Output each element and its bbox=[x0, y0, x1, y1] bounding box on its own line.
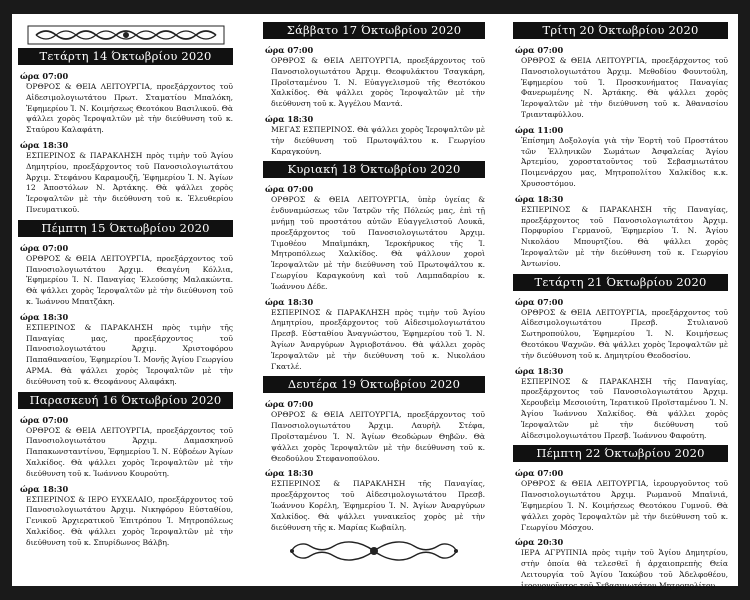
service-time: ώρα 18:30 bbox=[265, 113, 314, 124]
service-entry bbox=[18, 312, 233, 388]
service-entry bbox=[513, 297, 728, 362]
service-description: ΟΡΘΡΟΣ & ΘΕΙΑ ΛΕΙΤΟΥΡΓΙΑ, προεξάρχοντος τοῦ Πανοσιολογιωτάτου Ἀρχιμ. Θεαγένη Κόλλια, Ἐφημερίου Ἰ. Ν. Παναγίας Ἐλεούσης Μαλακώντα. Θὰ ψάλλει χορὸς Ἱεροψαλτῶν μὲ τὴν διεύθυνση τοῦ κ. Ἰωάννου Μπατζάκη. bbox=[26, 253, 233, 306]
day-header: Κυριακή 18 Όκτωβρίου 2020 bbox=[263, 161, 485, 178]
service-entry bbox=[263, 114, 485, 157]
service-description: ΕΣΠΕΡΙΝΟΣ & ΠΑΡΑΚΛΗΣΗ πρὸς τιμὴν τοῦ Ἁγίου Δημητρίου, προεξάρχοντος τοῦ Αἰδεσιμολογιωτάτου Πρεσβ. Εὐσταθίου Ἀναγνώστου, Ἐφημερίου τοῦ Ἰ. Ν. Ἁγίων Ἀναργύρων Ἀγριοβοτάνου. Θὰ ψάλλει χορὸς Ἱεροψαλτῶν μὲ τὴν διεύθυνση τοῦ κ. Νικολάου Γκατλέ. bbox=[271, 307, 485, 371]
schedule-column-2 bbox=[263, 22, 485, 582]
schedule-column-1 bbox=[18, 22, 233, 582]
service-description: Ἐπίσημη Δοξολογία γιὰ τὴν Ἑορτὴ τοῦ Προστάτου τῶν Ἑλληνικῶν Σωμάτων Ἀσφαλείας Ἁγίου Ἀρτεμίου, χοροστατοῦντος τοῦ Σεβασμιωτάτου Ποιμενάρχου μας, Μητροπολίτου Χαλκίδος κ.κ. Χρυσοστόμου. bbox=[521, 135, 728, 188]
service-entry bbox=[18, 243, 233, 308]
day-header: Πέμπτη 22 Όκτωβρίου 2020 bbox=[513, 445, 728, 462]
service-description: ΕΣΠΕΡΙΝΟΣ & ΙΕΡΟ ΕΥΧΕΛΑΙΟ, προεξάρχοντος τοῦ Πανοσιολογιωτάτου Ἀρχιμ. Νικηφόρου Εὐσταθίου, Γενικοῦ Ἀρχιερατικοῦ Ἐπιτρόπου Ἰ. Μητροπόλεως Χαλκίδος. Θὰ ψάλλει χορὸς Ἱεροψαλτῶν μὲ τὴν διεύθυνση τοῦ κ. Σπυρίδωνος Βάλβη. bbox=[26, 494, 233, 547]
service-time: ώρα 07:00 bbox=[265, 45, 314, 55]
service-entry bbox=[513, 125, 728, 190]
day-block bbox=[263, 376, 485, 533]
day-block bbox=[18, 48, 233, 216]
day-block bbox=[513, 445, 728, 591]
service-description: ΕΣΠΕΡΙΝΟΣ & ΠΑΡΑΚΛΗΣΗ πρὸς τιμὴν τῆς Παναγίας μας, προεξάρχοντος τοῦ Πανοσιολογιωτάτου Ἀρχιμ. Χριστοφόρου Παπαθανασίου, Ἐφημερίου Ἰ. Μονῆς Ἁγίου Γεωργίου ΑΡΜΑ. Θὰ ψάλλει χορὸς Ἱεροψαλτῶν μὲ τὴν διεύθυνση τοῦ κ. Θεοφάνους Αλαφάκη. bbox=[26, 322, 233, 386]
page-border-top bbox=[0, 0, 750, 14]
service-description: ΟΡΘΡΟΣ & ΘΕΙΑ ΛΕΙΤΟΥΡΓΙΑ, ἱερουργοῦντος τοῦ Πανοσιολογιωτάτου Ἀρχιμ. Ρωμανοῦ Μπαϊνιά, Ἐφημερίου Ἰ. Ν. Κοιμήσεως Θεοτόκου Γυμνοῦ. Θὰ ψάλλει χορὸς Ἱεροψαλτῶν μὲ τὴν διεύθυνση τοῦ κ. Γεωργίου Μόσχου. bbox=[521, 479, 728, 532]
service-description: ΕΣΠΕΡΙΝΟΣ & ΠΑΡΑΚΛΗΣΗ τῆς Παναγίας, προεξάρχοντος τοῦ Πανοσιολογιωτάτου Ἀρχιμ. Χερουβεὶμ Μεσοιούτη, Ἱερατικοῦ Προϊσταμένου Ἰ. Ν. Ἁγίου Ἰωάννου Χαλκίδος. Θὰ ψάλλει χορὸς Ἱεροψαλτῶν μὲ τὴν διεύθυνση τοῦ Αἰδεσιμολογιωτάτου Πρεσβ. Ἰωάννου Φαφούτη. bbox=[521, 376, 728, 440]
service-description: ΟΡΘΡΟΣ & ΘΕΙΑ ΛΕΙΤΟΥΡΓΙΑ, προεξάρχοντος τοῦ Πανοσιολογιωτάτου Ἀρχιμ. Λαυρὴλ Στέφα, Προϊσταμένου Ἰ. Ν. Ἁγίων Θεοδώρων Θηβῶν. Θὰ ψάλλει χορὸς Ἱεροψαλτῶν μὲ τὴν διεύθυνση τοῦ κ. Θεοδούλου Στεφανοπούλου. bbox=[271, 410, 485, 463]
service-time: ώρα 18:30 bbox=[20, 139, 69, 150]
day-header: Πέμπτη 15 Όκτωβρίου 2020 bbox=[18, 220, 233, 237]
day-block bbox=[18, 392, 233, 549]
service-description: ΟΡΘΡΟΣ & ΘΕΙΑ ΛΕΙΤΟΥΡΓΙΑ, ὑπὲρ ὑγείας & ἐνδυναμώσεως τῶν Ἰατρῶν τῆς Πόλεώς μας, ἐπὶ τῇ μνήμῃ τοῦ προστάτου αὐτῶν Εὐαγγελιστοῦ Λουκᾶ, προεξάρχοντος τοῦ Πανοσιολογιωτάτου Ἀρχιμ. Τιμοθέου Μπαϊμπάκη, Ἱεροκήρυκος τῆς Ἰ. Μητροπόλεως Χαλκίδος. Θὰ ψάλλουν χοροὶ Ἱεροψαλτῶν μὲ τὴν διεύθυνση τοῦ Πρωτοψάλτου κ. Γεωργίου Καραγκούνη καὶ τοῦ Λαμπαδαρίου κ. Ἰωάννου Δέδε. bbox=[271, 195, 485, 291]
service-time: ώρα 07:00 bbox=[20, 414, 69, 425]
service-time: ώρα 18:30 bbox=[20, 483, 69, 494]
day-block bbox=[263, 22, 485, 157]
service-entry bbox=[263, 184, 485, 292]
service-entry bbox=[513, 537, 728, 591]
day-block bbox=[18, 220, 233, 388]
service-time: ώρα 07:00 bbox=[20, 71, 69, 81]
day-block bbox=[513, 274, 728, 442]
service-time: ώρα 07:00 bbox=[515, 468, 564, 479]
service-time: ώρα 11:00 bbox=[515, 124, 564, 135]
service-time: ώρα 18:30 bbox=[515, 365, 564, 376]
service-description: ΟΡΘΡΟΣ & ΘΕΙΑ ΛΕΙΤΟΥΡΓΙΑ, προεξάρχοντος τοῦ Πανοσιολογιωτάτου Ἀρχιμ. Μεθοδίου Φουντούλη, Ἐφημερίου τοῦ Ἰ. Προσκυνήματος Παναγίας Φανερωμένης Ν. Ἀρτάκης. Θὰ ψάλλει χορὸς Ἱεροψαλτῶν μὲ τὴν διεύθυνση τοῦ κ. Ἀθανασίου Τριανταφύλλου. bbox=[521, 56, 728, 119]
page-border-right bbox=[738, 0, 750, 600]
service-description: ΟΡΘΡΟΣ & ΘΕΙΑ ΛΕΙΤΟΥΡΓΙΑ, προεξάρχοντος τοῦ Πανοσιολογιωτάτου Ἀρχιμ. Δαμασκηνοῦ Παπακωνσταντίνου, Ἐφημερίου Ἰ. Ν. Εὐβοέων Ἁγίων Χαλκίδος. Θὰ ψάλλει χορὸς Ἱεροψαλτῶν μὲ τὴν διεύθυνση τοῦ κ. Ἰωάννου Κουρούτη. bbox=[26, 425, 233, 478]
service-time: ώρα 07:00 bbox=[515, 45, 564, 55]
service-time: ώρα 07:00 bbox=[265, 184, 314, 195]
service-time: ώρα 07:00 bbox=[20, 242, 69, 253]
service-description: ΕΣΠΕΡΙΝΟΣ & ΠΑΡΑΚΛΗΣΗ τῆς Παναγίας, προεξάρχοντος τοῦ Αἰδεσιμολογιωτάτου Πρεσβ. Ἰωάννου Κορέλη, Ἐφημερίου Ἰ. Ν. Ἁγίων Ἀναργύρων Χαλκίδος. Θὰ ψάλλει γυναικεῖος χορὸς μὲ τὴν διεύθυνση τῆς κ. Μαρίας Κωβαίλη. bbox=[271, 479, 485, 532]
service-time: ώρα 07:00 bbox=[515, 296, 564, 307]
day-block bbox=[513, 22, 728, 270]
service-description: ΟΡΘΡΟΣ & ΘΕΙΑ ΛΕΙΤΟΥΡΓΙΑ, προεξάρχοντος τοῦ Αἰδεσιμολογιωτάτου Πρεσβ. Στυλιανοῦ Σωτηροπούλου, Ἐφημερίου Ἰ. Ν. Κοιμήσεως Θεοτόκου Ψαχνῶν. Θὰ ψάλλει χορὸς Ἱεροψαλτῶν μὲ τὴν διεύθυνση τοῦ κ. Δημητρίου Θεοδοσίου. bbox=[521, 307, 728, 360]
page-border-left bbox=[0, 0, 12, 600]
service-entry bbox=[263, 45, 485, 110]
service-entry bbox=[18, 484, 233, 549]
day-block bbox=[263, 161, 485, 372]
service-description: ΙΕΡΑ ΑΓΡΥΠΝΙΑ πρὸς τιμὴν τοῦ Ἁγίου Δημητρίου, στὴν ὁποία θὰ τελεσθεῖ ἡ ἀρχαιοπρεπὴς Θεία Λειτουργία τοῦ Ἁγίου Ἰακώβου τοῦ Ἀδελφοθέου, ἱερουργοῦντος τοῦ Σεβασμιωτάτου Μητροπολίτου bbox=[521, 548, 728, 590]
service-time: ώρα 18:30 bbox=[265, 468, 314, 479]
service-entry bbox=[513, 366, 728, 442]
service-entry bbox=[263, 399, 485, 464]
service-entry bbox=[263, 468, 485, 533]
service-description: ΜΕΓΑΣ ΕΣΠΕΡΙΝΟΣ. Θὰ ψάλλει χορὸς Ἱεροψαλτῶν μὲ τὴν διεύθυνση τοῦ Πρωτοψάλτου κ. Γεωργίου Καραγκούνη. bbox=[271, 124, 485, 156]
service-entry bbox=[513, 468, 728, 533]
day-header: Δευτέρα 19 Όκτωβρίου 2020 bbox=[263, 376, 485, 393]
day-header: Τετάρτη 21 Όκτωβρίου 2020 bbox=[513, 274, 728, 291]
service-entry bbox=[18, 71, 233, 136]
service-description: ΕΣΠΕΡΙΝΟΣ & ΠΑΡΑΚΛΗΣΗ πρὸς τιμὴν τοῦ Ἁγίου Δημητρίου, προεξάρχοντος τοῦ Πανοσιολογιωτάτου Ἀρχιμ. Στεφάνου Καραμουζῆ, Ἐφημερίου Ἰ. Ν. Ἁγίων 12 Ἀποστόλων Ν. Ἀρτάκης. Θὰ ψάλλει χορὸς Ἱεροψαλτῶν μὲ τὴν διεύθυνση τοῦ κ. Ἐλευθερίου Πνευματικοῦ. bbox=[26, 150, 233, 214]
service-time: ώρα 18:30 bbox=[515, 193, 564, 204]
schedule-column-3 bbox=[513, 22, 728, 590]
service-time: ώρα 20:30 bbox=[515, 537, 564, 548]
service-time: ώρα 07:00 bbox=[265, 399, 314, 410]
service-description: ΟΡΘΡΟΣ & ΘΕΙΑ ΛΕΙΤΟΥΡΓΙΑ, προεξάρχοντος τοῦ Πανοσιολογιωτάτου Ἀρχιμ. Θεοφυλάκτου Τσαγκάρη, Προϊσταμένου Ἰ. Ν. Εὐαγγελισμοῦ τῆς Θεοτόκου Χαλκίδος. Θὰ ψάλλει χορὸς Ἱεροψαλτῶν μὲ τὴν διεύθυνση τοῦ κ. Ἀγγέλου Μαντά. bbox=[271, 56, 485, 109]
day-header: Τετάρτη 14 Όκτωβρίου 2020 bbox=[18, 48, 233, 65]
service-description: ΕΣΠΕΡΙΝΟΣ & ΠΑΡΑΚΛΗΣΗ τῆς Παναγίας, προεξάρχοντος τοῦ Πανοσιολογιωτάτου Ἀρχιμ. Πορφυρίου Γερμανοῦ, Ἐφημερίου Ἰ. Ν. Ἁγίου Νικολάου Μπουρτζίου. Θὰ ψάλλει χορὸς Ἱεροψαλτῶν μὲ τὴν διεύθυνση τοῦ κ. Γεωργίου Ἀντωνίου. bbox=[521, 204, 728, 268]
service-time: ώρα 18:30 bbox=[20, 311, 69, 322]
day-header: Σάββατο 17 Όκτωβρίου 2020 bbox=[263, 22, 485, 39]
decorative-border-ornament bbox=[18, 22, 233, 48]
service-entry bbox=[263, 297, 485, 373]
day-header: Τρίτη 20 Όκτωβρίου 2020 bbox=[513, 22, 728, 39]
service-time: ώρα 18:30 bbox=[265, 296, 314, 307]
service-entry bbox=[18, 140, 233, 216]
day-header: Παρασκευή 16 Όκτωβρίου 2020 bbox=[18, 392, 233, 409]
service-entry bbox=[513, 45, 728, 121]
service-description: ΌΡΘΡΟΣ & ΘΕΙΑ ΛΕΙΤΟΥΡΓΙΑ, προεξάρχοντος τοῦ Αἰδεσιμολογιωτάτου Πρωτ. Σταματίου Μπαλόκη, Ἐφημερίου Ἰ. Ν. Κοιμήσεως Θεοτόκου Βασιλικοῦ. Θὰ ψάλλει χορὸς Ἱεροψαλτῶν μὲ τὴν διεύθυνση τοῦ κ. Σταύρου Καλαφάτη. bbox=[26, 82, 233, 135]
decorative-flourish-ornament bbox=[263, 537, 485, 565]
service-entry bbox=[513, 194, 728, 270]
service-entry bbox=[18, 415, 233, 480]
